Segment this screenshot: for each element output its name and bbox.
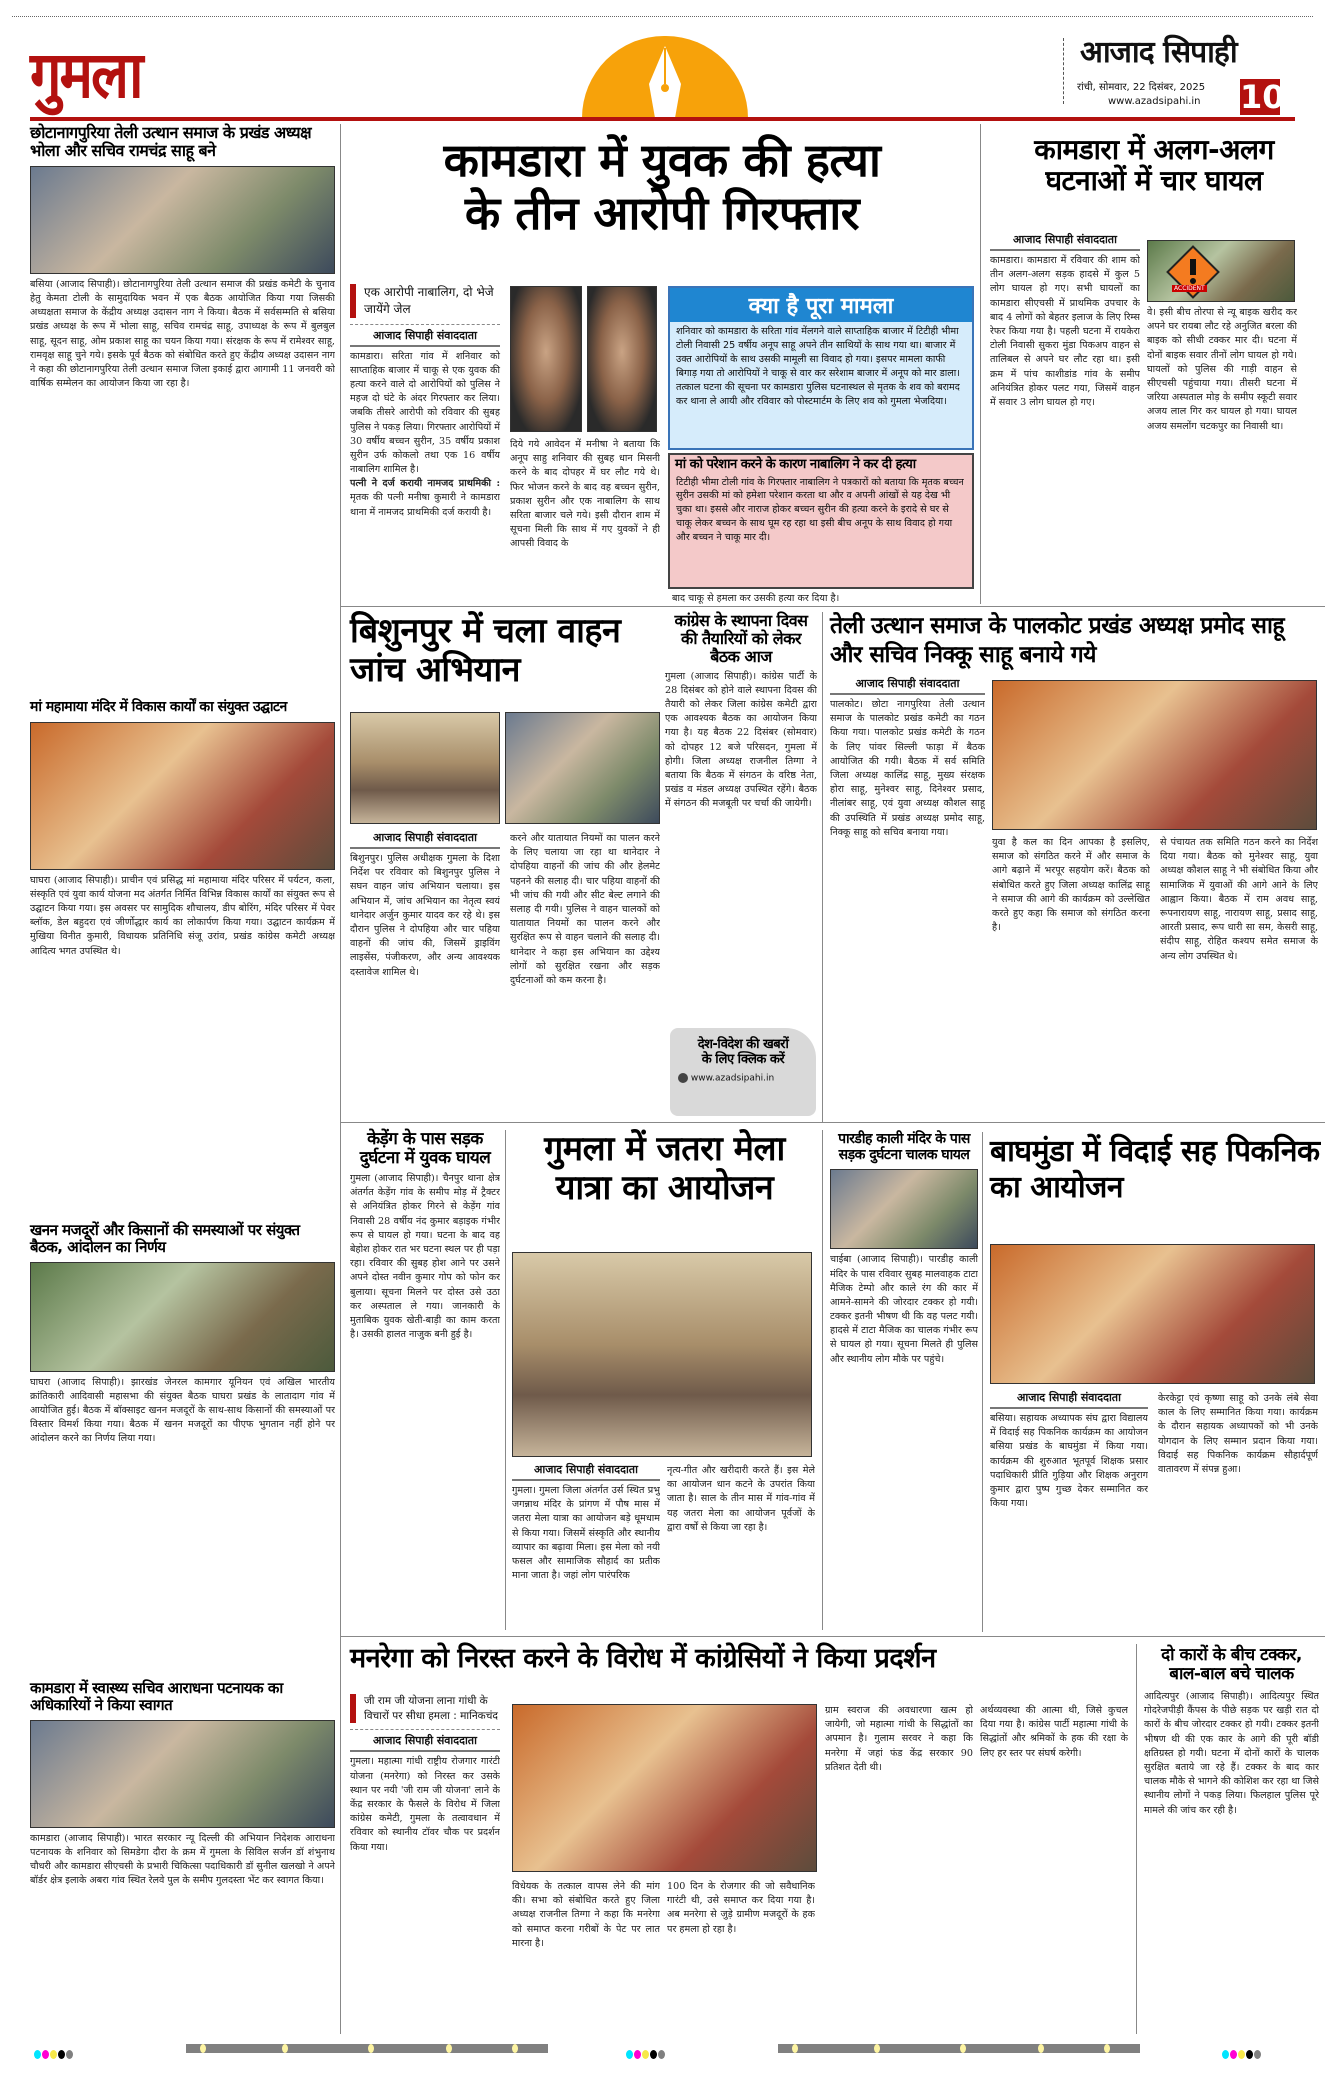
- masthead-separator: [1063, 38, 1064, 104]
- website-link[interactable]: www.azadsipahi.in: [1108, 96, 1201, 107]
- gray-mark: [66, 2050, 73, 2059]
- yellow-mark: [642, 2050, 649, 2059]
- baghmunda-byline: आजाद सिपाही संवाददाता: [990, 1390, 1148, 1409]
- right-body-col2: वे। इसी बीच तोरपा से न्यू बाइक खरीद कर अपने घर रायबा लौट रहे अनुजित बरला की बाइक को सीधी टक्कर मार दी। घटना में दोनों बाइक सवार तीनों लोग घायल हो गये। घायलों को पुलिस की गाड़ी वाहन से सीएचसी पहुंचाया गया। तीसरी घटना में जरिया अस्पताल मोड़ के समीप स्कूटी सवार अजय लाल गिर कर घायल हो गया। घायल अजय समलोंग चटकपुर का निवासी था।: [1147, 307, 1297, 432]
- congress-headline: कांग्रेस के स्थापना दिवस की तैयारियों को लेकर बैठक आज: [674, 611, 808, 666]
- top-dotted-rule: [12, 16, 1313, 17]
- headline: कामडारा में स्वास्थ्य सचिव आराधना पटनायक का अधिकारियों ने किया स्वागत: [30, 1679, 283, 1714]
- baghmunda-col1: [990, 1390, 1148, 1634]
- lead-headline-line1: कामडारा में युवक की हत्या: [443, 133, 881, 187]
- yellow-mark: [874, 2044, 880, 2053]
- accused-photo-1: [510, 286, 582, 432]
- lead-headline: [352, 134, 972, 240]
- magenta-mark: [634, 2050, 641, 2059]
- left-story-mahamaya: [30, 700, 335, 1206]
- accident-vehicle-photo: [830, 1169, 978, 1249]
- mnrega-col1: [350, 1694, 500, 2005]
- bishunpur-body-2: करने और यातायात नियमों का पालन करने के लिए चलाया जा रहा था थानेदार ने दोपहिया वाहनों की जांच की और हेलमेट पहनने की सलाह दी। चार पहिया वाहनों की भी जांच की गयी और सीट बेल्ट लगाने की सलाह दी गयी। पुलिस ने वाहन चालकों को यातायात नियमों का पालन करने और सुरक्षित रूप से वाहन चलाने की सलाह दी। थानेदार ने कहा इस अभियान का उद्देश्य लोगों को सुरक्षित रखना और सड़क दुर्घटनाओं को कम करना है।: [510, 833, 660, 986]
- lead-byline: आजाद सिपाही संवाददाता: [350, 324, 500, 347]
- teli-palkot-headline: तेली उत्थान समाज के पालकोट प्रखंड अध्यक्ष प्रमोद साहू और सचिव निक्कू साहू बनाये गये: [830, 613, 1285, 668]
- vehicle-check-photo-2: [505, 712, 660, 824]
- gray-mark: [1254, 2050, 1261, 2059]
- pardih-story: [830, 1132, 978, 1601]
- gray-mark: [658, 2050, 665, 2059]
- welcome-photo: [30, 1720, 335, 1828]
- box-text: टिटीही भीमा टोली गांव के गिरफ्तार नाबालिग ने पत्रकारों को बताया कि मृतक बच्चन सुरीन उसकी मां को हमेशा परेशान करता था और व अपनी आंखों से यह देख भी चुका था। इससे और नाराज होकर बच्चन सुरीन की हत्या करने के इरादे से घर से चाकू लेकर बच्चन के साथ घूम रह रहा था इसी बीच अनूप के साथ विवाद हो गया और बच्चन ने चाकू मार दी।: [676, 476, 964, 544]
- lead-body-col2: दिये गये आवेदन में मनीषा ने बताया कि अनूप साहु शनिवार की सुबह धान मिसनी करने के बाद दोपहर में घर लौट गये थे। फिर भोजन करने के बाद वह बच्चन सुरीन, प्रकाश सुरीन और एक नाबालिग के साथ सरिता बाजार चले गये। इसी दौरान शाम में सूचना मिली कि साथ में गए युवकों ने ही आपसी विवाद के: [510, 439, 660, 550]
- column-divider: [822, 1130, 823, 1630]
- headline: खनन मजदूरों और किसानों की समस्याओं पर संयुक्त बैठक, आंदोलन का निर्णय: [30, 1221, 300, 1256]
- cursor-click-icon: [678, 1073, 688, 1083]
- box-title: मां को परेशान करने के कारण नाबालिग ने कर दी हत्या: [675, 457, 916, 472]
- kedeng-headline: केड़ेंग के पास सड़क दुर्घटना में युवक घायल: [359, 1129, 491, 1169]
- black-mark: [650, 2050, 657, 2059]
- bishunpur-headline: बिशुनपुर में चला वाहन जांच अभियान: [350, 611, 621, 691]
- right-col1: [990, 232, 1140, 590]
- column-divider: [1136, 1644, 1137, 2034]
- yellow-mark: [282, 2044, 288, 2053]
- jatra-fair-photo: [512, 1252, 812, 1457]
- lead-subhead-text: मृतक की पत्नी मनीषा कुमारी ने कामडारा थाना में नामजद प्राथमिकी दर्ज करायी है।: [350, 492, 500, 518]
- accident-photo: [1147, 240, 1295, 302]
- gray-density-bar-right: [778, 2044, 1140, 2053]
- mnrega-body-4: अर्थव्यवस्था की आत्मा थी, जिसे कुचल दिया गया है। कांग्रेस पार्टी महात्मा गांधी के सिद्धांतों और श्रमिकों के हक की रक्षा के लिए हर स्तर पर संघर्ष करेगी।: [980, 1705, 1128, 1759]
- column-divider: [982, 1132, 983, 1632]
- teli-body-3: से पंचायत तक समिति गठन करने का निर्देश दिया गया। बैठक को मुनेश्वर साहू, युवा अध्यक्ष कौशल साहू ने भी संबोधित किया और सामाजिक में युवाओं की आगे आने के लिए आह्वान किया। बैठक में राम अवध साहू, रूपनारायण साहू, नारायण साहू, प्रसाद साहू, आरती प्रसाद, रूप धारी सा सम, केसरी साहू, संदीप साहू, रोहित कश्यप समेत समाज के अन्य लोग उपस्थित थे।: [1160, 837, 1318, 962]
- baghmunda-body-2: केरकेट्टा एवं कृष्णा साहू को उनके लंबे सेवा काल के लिए सम्मानित किया गया। कार्यक्रम के दौरान सहायक अध्यापकों को भी उनके योगदान के लिए सम्मान प्रदान किया गया। विदाई सह पिकनिक कार्यक्रम सौहार्दपूर्ण वातावरण में संपन्न हुआ।: [1158, 1393, 1318, 1475]
- mnrega-body-jatra-cont: 100 दिन के रोजगार की जो सवैधानिक गारंटी थी, उसे समाप्त कर दिया गया है। अब मनरेगा से जुड़े ग्रामीण मजदूरों के हक पर हमला हो रहा है।: [667, 1881, 815, 1935]
- farewell-picnic-photo: [990, 1244, 1315, 1384]
- left-story-health-secretary: [30, 1680, 335, 1952]
- registration-marks-left: [34, 2044, 74, 2053]
- vehicle-check-photo-1: [350, 712, 500, 824]
- bishunpur-body-1: बिशुनपुर। पुलिस अधीक्षक गुमला के दिशा निर्देश पर रविवार को बिशुनपुर पुलिस ने सघन वाहन जांच अभियान चलाया। इस अभियान में, जांच अभियान का नेतृत्व स्वयं थानेदार अर्जुन कुमार यादव कर रहे थे। इस दौरान पुलिस ने दोपहिया और चार पहिया वाहनों की जांच की, जिसमें ड्राइविंग लाइसेंस, पंजीकरण, और अन्य आवश्यक दस्तावेज शामिल थे।: [350, 853, 500, 978]
- mnrega-headline: मनरेगा को निरस्त करने के विरोध में कांग्रेसियों ने किया प्रदर्शन: [350, 1643, 936, 1674]
- promo-line2: के लिए क्लिक करें: [701, 1051, 785, 1067]
- promo-url[interactable]: www.azadsipahi.in: [690, 1073, 775, 1084]
- cars-story: [1144, 1646, 1319, 2000]
- lead-kicker: एक आरोपी नाबालिग, दो भेजे जायेंगे जेल: [350, 284, 500, 318]
- right-body-col1: कामडारा। कामडारा में रविवार की शाम को तीन अलग-अलग सड़क हादसे में कुल 5 लोग घायल हो गए। सभी घायलों का कामडारा सीएचसी में प्राथमिक उपचार के बाद 4 लोगों को बेहतर इलाज के लिए रिम्स रेफर किया गया है। पहली घटना में रायकेरा टोली निवासी सुकरा मुंडा पिकअप वाहन से तालिबल से अपने घर लौट रहा था। इसी क्रम में पांच काशीडांड गांव के समीप अनियंत्रित होकर पलट गया, जिसमें वाहन में सवार 3 लोग घायल हो गए।: [990, 255, 1140, 408]
- yellow-mark: [446, 2044, 452, 2053]
- lead-subhead: पत्नी ने दर्ज करायी नामजद प्राथमिकी :: [350, 478, 500, 490]
- website-promo[interactable]: [670, 1028, 816, 1116]
- congress-body: गुमला (आजाद सिपाही)। कांग्रेस पार्टी के 28 दिसंबर को होने वाले स्थापना दिवस की तैयारी को लेकर जिला कांग्रेस कमेटी द्वारा एक आवश्यक बैठक का आयोजन किया गया है। यह बैठक 22 दिसंबर (सोमवार) को दोपहर 12 बजे परिसदन, गुमला में होगी। जिला अध्यक्ष राजनील तिग्गा ने बताया कि बैठक में संगठन के वरिष्ठ नेता, प्रखंड व मंडल अध्यक्ष उपस्थित रहेंगे। बैठक में संगठन की मजबूती पर चर्चा की जायेगी।: [665, 670, 817, 810]
- yellow-mark: [792, 2044, 798, 2053]
- mnrega-kicker: जी राम जी योजना लाना गांधी के विचारों पर सीधा हमला : मानिकचंद: [350, 1694, 500, 1723]
- teli-group-photo: [992, 680, 1317, 830]
- left-story-teli-basia: [30, 124, 335, 540]
- bishunpur-col1: [350, 830, 500, 1120]
- jatra-headline: गुमला में जतरा मेला यात्रा का आयोजन: [544, 1129, 785, 1209]
- yellow-mark: [960, 2044, 966, 2053]
- cyan-mark: [34, 2050, 41, 2059]
- teli-col1: [830, 676, 985, 1118]
- section-title: गुमला: [30, 38, 142, 113]
- registration-marks-right: [1222, 2044, 1262, 2053]
- lead-body-end: बाद चाकू से हमला कर उसकी हत्या कर दिया है।: [672, 593, 840, 604]
- row-divider: [340, 606, 1325, 607]
- yellow-mark: [512, 2044, 518, 2053]
- pen-nib-icon: [637, 44, 693, 118]
- jatra-body-2: नृत्य-गीत और खरीदारी करते हैं। इस मेले का आयोजन धान कटने के उपरांत किया जाता है। साल के तीन मास में गांव-गांव में यह जतरा मेला का आयोजन पूर्वजों के द्वारा वर्षों से किया जा रहा है।: [667, 1465, 815, 1533]
- lead-headline-line2: के तीन आरोपी गिरफ्तार: [464, 185, 860, 240]
- yellow-mark: [50, 2050, 57, 2059]
- lead-col1: [350, 284, 500, 520]
- row-divider: [340, 1636, 1325, 1637]
- article-body: घाघरा (आजाद सिपाही)। झारखंड जेनरल कामगार यूनियन एवं अखिल भारतीय क्रांतिकारी आदिवासी महासभा की संयुक्त बैठक घाघरा प्रखंड के लातादाग गांव में आयोजित हुई। बैठक में बॉक्साइट खनन मजदूरों के साथ-साथ किसानों की समस्याओं पर विस्तार विमर्श किया गया। बैठक में खनन मजदूरों का पीएफ भुगतान नहीं होने पर आंदोलन करने का निर्णय लिया गया।: [30, 1376, 335, 1445]
- gray-density-bar-left: [186, 2044, 548, 2053]
- jatra-body-1: गुमला। गुमला जिला अंतर्गत उर्स स्थित प्रभु जगन्नाथ मंदिर के प्रांगण में पौष मास में जतरा मेला यात्रा का आयोजन बड़े धूमधाम से किया गया। जिसमें संस्कृति और स्थानीय व्यापार का बढ़ावा मिला। इस मेला को नयी फसल और सामाजिक सौहार्द का प्रतीक माना जाता है। जहां लोग पारंपरिक: [512, 1485, 660, 1582]
- masthead-rule: [30, 117, 1295, 121]
- yellow-mark: [1238, 2050, 1245, 2059]
- meeting-photo: [30, 1262, 335, 1372]
- jatra-byline: आजाद सिपाही संवाददाता: [512, 1462, 660, 1481]
- jatra-col1: [512, 1462, 660, 1634]
- black-mark: [58, 2050, 65, 2059]
- teli-body-1: पालकोट। छोटा नागपुरिया तेली उत्थान समाज के पालकोट प्रखंड कमेटी का गठन किया गया। पालकोट प्रखंड कमेटी के गठन के लिए पांवर सिल्ली फाड़ा में बैठक आयोजित की गयी। बैठक में सर्व समिति जिला अध्यक्ष कालिंद्र साहू, मुख्य संरक्षक होरा साहू, मुनेश्वर साहू, दिनेश्वर प्रसाद, नीलांबर साहू, एवं युवा अध्यक्ष कौशल साहू की उपस्थिति में प्रखंड अध्यक्ष प्रमोद साहू, निक्कू साहू को सचिव बनाया गया।: [830, 699, 985, 838]
- protest-photo: [512, 1704, 817, 1872]
- cyan-mark: [626, 2050, 633, 2059]
- newspaper-brand: आजाद सिपाही: [1080, 35, 1237, 70]
- cars-headline: दो कारों के बीच टक्कर, बाल-बाल बचे चालक: [1161, 1645, 1302, 1685]
- article-body: कामडारा (आजाद सिपाही)। भारत सरकार न्यू दिल्ली की अभियान निदेशक आराधना पटनायक के शनिवार को सिमडेगा दौरा के क्रम में गुमला के सिविल सर्जन डॉ शंभुनाथ चौधरी और कामडारा सीएचसी के प्रभारी चिकित्सा पदाधिकारी डॉ सुनील खलखो ने अपने बॉर्डर क्षेत्र इलाके अबरा गांव स्थित रेलवे पुल के समीप गुलदस्ता भेंट कर स्वागत किया।: [30, 1832, 335, 1887]
- right-byline: आजाद सिपाही संवाददाता: [990, 232, 1140, 251]
- baghmunda-headline: बाघमुंडा में विदाई सह पिकनिक का आयोजन: [990, 1134, 1320, 1205]
- row-divider: [340, 1122, 1325, 1123]
- yellow-mark: [368, 2044, 374, 2053]
- column-divider: [980, 124, 981, 604]
- dateline: रांची, सोमवार, 22 दिसंबर, 2025: [1077, 82, 1206, 93]
- magenta-mark: [1230, 2050, 1237, 2059]
- right-headline: कामडारा में अलग-अलग घटनाओं में चार घायल: [1034, 133, 1274, 198]
- mnrega-byline: आजाद सिपाही संवाददाता: [350, 1729, 500, 1752]
- teli-body-2: युवा है कल का दिन आपका है इसलिए, समाज को संगठित करने में और समाज के आगे बढ़ाने में भरपूर सहयोग करें। बैठक को संबोधित करते हुए जिला अध्यक्ष कालिंद्र साहू ने समाज की आगे की कार्यक्रम को उल्लेखित करते हुए कहा कि समाज को संगठित करना है।: [992, 837, 1150, 934]
- cyan-mark: [1222, 2050, 1229, 2059]
- box-text: शनिवार को कामडारा के सरिता गांव मेंलगने वाले साप्ताहिक बाजार में टिटीही भीमा टोली निवासी 25 वर्षीय अनूप साहू अपने तीन साथियों के साथ गया था। बाजार में उक्त आरोपियों के साथ उसकी मामूली सा विवाद हो गया। इसपर मामला काफी बिगाड़ गया तो आरोपियों ने चाकू से वार कर सरेशाम बाजार में अनूप को मार डाला।तत्काल घटना की सूचना पर कामडारा पुलिस घटनास्थल से मृतक के शव को बरामद कर थाना ले आयी और रविवार को पोस्टमार्टम के लिए शव को गुमला भेजदिया।: [676, 326, 960, 407]
- magenta-mark: [42, 2050, 49, 2059]
- column-divider: [505, 1130, 506, 1630]
- mnrega-body-3: ग्राम स्वराज की अवधारणा खत्म हो जायेगी, जो महात्मा गांधी के सिद्धांतों का अपमान है। गुलाम सरवर ने कहा कि मनरेगा में जहां फंड केंद्र सरकार 90 प्रतिशत देती थी।: [825, 1705, 973, 1773]
- headline: छोटानागपुरिया तेली उत्थान समाज के प्रखंड अध्यक्ष भोला और सचिव रामचंद्र साहू बने: [30, 123, 312, 160]
- article-body: घाघरा (आजाद सिपाही)। प्राचीन एवं प्रसिद्ध मां महामाया मंदिर परिसर में पर्यटन, कला, संस्कृति एवं युवा कार्य योजना मद अंतर्गत निर्मित विभिन्न विकास कार्यों का संयुक्त रूप से उद्घाटन किया गया। इस अवसर पर सामुदिक शौचालय, डीप बोरिंग, मंदिर परिसर में पेवर ब्लॉक, डेल बहुदरा एवं जीर्णोद्धार कार्य का लोकार्पण किया गया। उद्घाटन कार्यक्रम में मुखिया विनीत कुमारी, विधायक प्रतिनिधि संजू उरांव, प्रखंड कांग्रेस कमेटी अध्यक्ष आदित्य भगत उपस्थित थे।: [30, 874, 335, 957]
- black-mark: [1246, 2050, 1253, 2059]
- accident-label: ACCIDENT: [1174, 285, 1205, 292]
- box-title: क्या है पूरा मामला: [670, 288, 972, 322]
- inauguration-photo: [30, 722, 335, 870]
- bishunpur-byline: आजाद सिपाही संवाददाता: [350, 830, 500, 849]
- headline: मां महामाया मंदिर में विकास कार्यों का संयुक्त उद्घाटन: [30, 699, 287, 715]
- lead-body-col1: कामडारा। सरिता गांव में शनिवार को साप्ताहिक बाजार में चाकू से एक युवक की हत्या करने वाले दो आरोपियों को पुलिस ने महज दो घंटे के अंदर गिरफ्तार कर लिया। जबकि तीसरे आरोपी को रविवार की सुबह पुलिस ने पकड़ लिया। गिरफ्तार आरोपियों में 30 वर्षीय बच्चन सुरीन, 35 वर्षीय प्रकाश सुरीन उर्फ कोकलो तथा एक 16 वर्षीय नाबालिग शामिल है।: [350, 350, 500, 476]
- registration-marks-center: [626, 2044, 666, 2053]
- teli-byline: आजाद सिपाही संवाददाता: [830, 676, 985, 695]
- yellow-mark: [1038, 2044, 1044, 2053]
- pardih-body: चाईबा (आजाद सिपाही)। पारडीह काली मंदिर के पास रविवार सुबह मालवाहक टाटा मैजिक टेम्पो और काले रंग की कार में आमने-सामने की जोरदार टक्कर हो गयी। टक्कर इतनी भीषण थी कि वह पलट गयी। हादसे में टाटा मैजिक का चालक गंभीर रूप से घायल हो गया। सूचना मिलते ही पुलिस और स्थानीय लोग मौके पर पहुंचे।: [830, 1254, 978, 1365]
- what-happened-box: [668, 286, 974, 450]
- cars-body: आदित्यपुर (आजाद सिपाही)। आदित्यपुर स्थित गोदरेजपीड़ी कैंपस के पीछे सड़क पर खड़ी रात दो कारों के बीच जोरदार टक्कर हो गयी। टक्कर इतनी भीषण थी की एक कार के आगे की पूरी बॉडी क्षतिग्रस्त हो गयी। घटना में दोनों कारों के चालक सुरक्षित बताये जा रहे हैं। टक्कर के बाद कार चालक मौके से भागने की कोशिश कर रहा था जिसे स्थानीय लोगों ने पकड़ लिया। फिलहाल पुलिस पूरे मामले की जांच कर रही है।: [1144, 1691, 1319, 1816]
- article-body: बसिया (आजाद सिपाही)। छोटानागपुरिया तेली उत्थान समाज की प्रखंड कमेटी के चुनाव हेतु केमता टोली के सामुदायिक भवन में एक बैठक आयोजित किया गया जिसकी अध्यक्षता समाज के केंद्रीय अध्यक्ष उदासन नाग ने किया। बैठक में सर्वसम्मति से बसिया प्रखंड अध्यक्ष के रूप में भोला साहू, सचिव रामचंद्र साहू, उपाध्यक्ष के रूप में बुलबुल साहू, सूदन साहू, ओम प्रकाश साहू का चयन किया गया। संरक्षक के रूप में रामेश्वर साहू, रामवृक्ष साहू चुने गये। इसके पूर्व बैठक को संबोधित करते हुए केंद्रीय अध्यक्ष उदासन नाग ने कहा की छोटानागपुरिया तेली उत्थान समाज जिला इकाई द्वारा आगामी 11 जनवरी को वार्षिक सम्मेलन का आयोजन किया जा रहा है।: [30, 278, 335, 390]
- mother-harassment-box: [668, 453, 974, 589]
- lead-body-col1b: [350, 477, 500, 520]
- promo-line1: देश-विदेश की खबरों: [697, 1037, 789, 1052]
- yellow-mark: [1104, 2044, 1110, 2053]
- page-number: 10: [1240, 78, 1285, 116]
- yellow-mark: [200, 2044, 206, 2053]
- baghmunda-body-1: बसिया। सहायक अध्यापक संघ द्वारा विद्यालय में विदाई सह पिकनिक कार्यक्रम का आयोजन बसिया प्रखंड के बाघमुंडा में किया गया। कार्यक्रम की शुरुआत भूतपूर्व शिक्षक प्रसार पदाधिकारी प्रीति गुड़िया और शिक्षक अनुराग कुमार द्वारा पुष्प गुच्छ देकर सम्मानित कर किया गया।: [990, 1413, 1148, 1510]
- congress-story: [665, 612, 817, 988]
- left-story-mining: [30, 1222, 335, 1648]
- column-divider: [340, 124, 341, 2034]
- promo-url-row: [678, 1073, 808, 1084]
- pardih-headline: पारडीह काली मंदिर के पास सड़क दुर्घटना चालक घायल: [838, 1131, 970, 1163]
- accused-photo-2: [587, 286, 657, 432]
- group-photo: [30, 166, 335, 274]
- column-divider: [822, 612, 823, 1122]
- mnrega-body-1: गुमला। महात्मा गांधी राष्ट्रीय रोजगार गारंटी योजना (मनरेगा) को निरस्त कर उसके स्थान पर नयी 'जी राम जी योजना' लाने के केंद्र सरकार के फैसले के विरोध में जिला कांग्रेस कमेटी, गुमला के तत्वावधान में रविवार को स्थानीय टॉवर चौक पर प्रदर्शन किया गया।: [350, 1756, 500, 1853]
- mnrega-body-2: विधेयक के तत्काल वापस लेने की मांग की। सभा को संबोधित करते हुए जिला अध्यक्ष राजनील तिग्गा ने कहा कि मनरेगा को समाप्त करना गरीबों के पेट पर लात मारना है।: [512, 1881, 660, 1949]
- kedeng-story: [350, 1130, 500, 1628]
- kedeng-body: गुमला (आजाद सिपाही)। चैनपुर थाना क्षेत्र अंतर्गत केड़ेंग गांव के समीप मोड़ में ट्रैक्टर से अनियंत्रित होकर गिरने से केड़ेंग गांव निवासी 28 वर्षीय नंद कुमार बड़ाइक गंभीर रूप से घायल हो गया। घटना के बाद वह बेहोश होकर रात भर घटना स्थल पर ही पड़ा रहा। रविवार की सुबह होश आने पर उसने अपने दोस्त नवीन कुमार गोप को फोन कर बुलाया। सूचना मिलने पर दोस्त उसे उठा कर अस्पताल ले गया। जानकारी के मुताबिक युवक खेती-बाड़ी का काम करता है। उसकी हालत नाजुक बनी हुई है।: [350, 1173, 500, 1341]
